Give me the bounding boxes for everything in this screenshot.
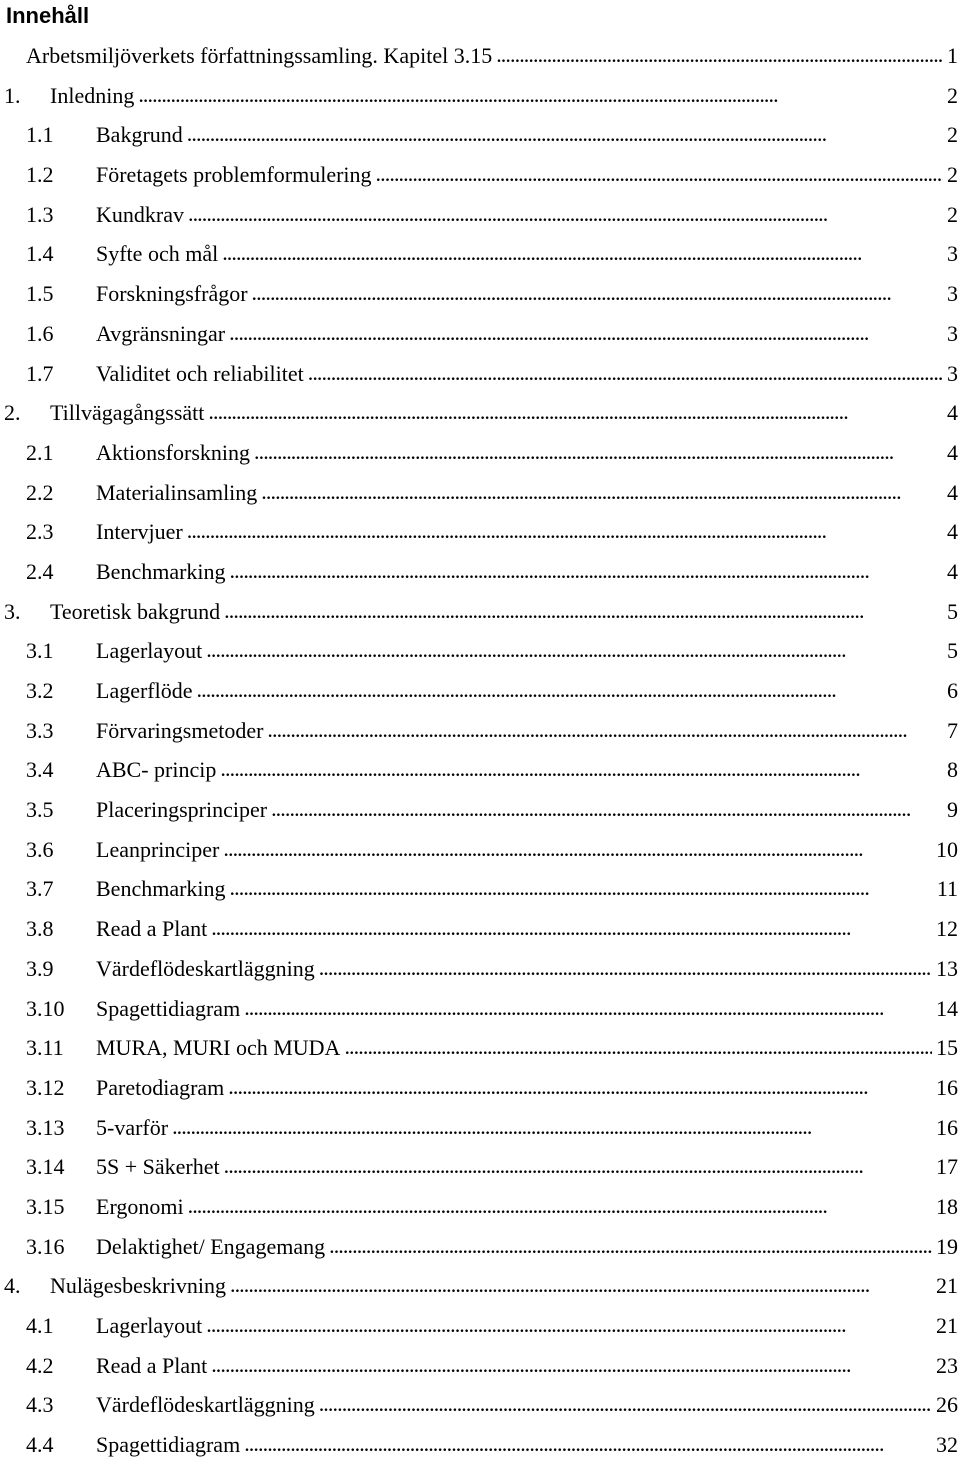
toc-entry-number: 3.8 bbox=[26, 916, 54, 942]
toc-entry[interactable] bbox=[0, 36, 960, 76]
toc-entry-number: 3.14 bbox=[26, 1154, 65, 1180]
toc-entry-title: Benchmarking bbox=[96, 876, 226, 902]
toc-entry[interactable] bbox=[0, 473, 960, 513]
toc-entry-title: Nulägesbeskrivning bbox=[50, 1273, 226, 1299]
toc-entry-number: 3.6 bbox=[26, 836, 54, 862]
toc-entry-number: 1.2 bbox=[26, 162, 54, 188]
toc-entry-title: Arbetsmiljöverkets författningssamling. Kapitel 3.15 bbox=[26, 43, 493, 68]
toc-entry-number: 2.3 bbox=[26, 519, 54, 545]
toc-dot-leader bbox=[230, 551, 943, 591]
toc-dot-leader bbox=[188, 1186, 932, 1226]
toc-entry[interactable] bbox=[0, 869, 960, 909]
toc-entry-page-number: 9 bbox=[947, 797, 958, 823]
toc-entry-title: ABC- princip bbox=[96, 757, 217, 783]
toc-dot-leader bbox=[208, 392, 943, 432]
toc-dot-leader bbox=[138, 75, 943, 115]
toc-entry-page-number: 2 bbox=[947, 162, 958, 188]
toc-dot-leader bbox=[220, 749, 943, 789]
toc-entry-page-number: 2 bbox=[947, 122, 958, 148]
toc-entry-title: Materialinsamling bbox=[96, 479, 258, 505]
toc-entry[interactable] bbox=[0, 274, 960, 314]
toc-entry-title: Validitet och reliabilitet bbox=[96, 360, 304, 386]
toc-entry-number: 3.13 bbox=[26, 1114, 65, 1140]
toc-entry-page-number: 4 bbox=[947, 400, 958, 426]
toc-entry-title: Ergonomi bbox=[96, 1193, 184, 1219]
toc-entry-title: Read a Plant bbox=[96, 1352, 208, 1378]
toc-entry[interactable] bbox=[0, 433, 960, 473]
toc-entry-page-number: 4 bbox=[947, 479, 958, 505]
toc-entry-page-number: 2 bbox=[947, 201, 958, 227]
toc-entry[interactable] bbox=[0, 830, 960, 870]
toc-entry-title: MURA, MURI och MUDA bbox=[96, 1035, 341, 1061]
toc-dot-leader bbox=[211, 908, 932, 948]
toc-entry[interactable] bbox=[0, 552, 960, 592]
toc-dot-leader bbox=[187, 114, 943, 154]
toc-entry-page-number: 11 bbox=[936, 876, 958, 902]
toc-dot-leader bbox=[329, 1226, 932, 1266]
toc-entry-page-number: 23 bbox=[936, 1352, 958, 1378]
toc-entry[interactable] bbox=[0, 909, 960, 949]
toc-entry-page-number: 17 bbox=[936, 1154, 958, 1180]
toc-entry-title: Leanprinciper bbox=[96, 836, 220, 862]
toc-entry-title: Spagettidiagram bbox=[96, 995, 241, 1021]
toc-entry-number: 3.11 bbox=[26, 1035, 64, 1061]
toc-dot-leader bbox=[252, 273, 943, 313]
toc-entry-number: 3.5 bbox=[26, 797, 54, 823]
toc-entry-page-number: 2 bbox=[947, 82, 958, 108]
toc-entry[interactable] bbox=[0, 354, 960, 394]
toc-entry-number: 3.15 bbox=[26, 1193, 65, 1219]
toc-entry-page-number: 5 bbox=[947, 638, 958, 664]
toc-entry-title: Kundkrav bbox=[96, 201, 184, 227]
table-of-contents bbox=[0, 36, 960, 1465]
toc-entry-page-number: 15 bbox=[936, 1035, 958, 1061]
toc-entry-title: 5-varför bbox=[96, 1114, 169, 1140]
toc-entry-title: Intervjuer bbox=[96, 519, 183, 545]
toc-dot-leader bbox=[230, 868, 933, 908]
toc-entry-page-number: 10 bbox=[936, 836, 958, 862]
toc-entry-number: 1.1 bbox=[26, 122, 54, 148]
toc-entry-page-number: 3 bbox=[947, 320, 958, 346]
toc-dot-leader bbox=[187, 511, 943, 551]
toc-dot-leader bbox=[188, 194, 943, 234]
toc-entry-page-number: 16 bbox=[936, 1114, 958, 1140]
toc-entry[interactable] bbox=[0, 314, 960, 354]
toc-dot-leader bbox=[206, 1305, 932, 1345]
toc-dot-leader bbox=[267, 710, 943, 750]
toc-dot-leader bbox=[172, 1107, 932, 1147]
toc-entry-page-number: 12 bbox=[936, 916, 958, 942]
toc-entry-number: 4.3 bbox=[26, 1392, 54, 1418]
toc-entry-number: 3.9 bbox=[26, 955, 54, 981]
toc-entry[interactable] bbox=[0, 1068, 960, 1108]
toc-entry[interactable] bbox=[0, 76, 960, 116]
toc-entry[interactable] bbox=[0, 1187, 960, 1227]
toc-entry[interactable] bbox=[0, 750, 960, 790]
toc-dot-leader bbox=[229, 313, 943, 353]
toc-entry[interactable] bbox=[0, 1028, 960, 1068]
toc-entry-number: 4.4 bbox=[26, 1432, 54, 1458]
toc-entry-number: 3.16 bbox=[26, 1233, 65, 1259]
toc-entry-title: Aktionsforskning bbox=[96, 439, 250, 465]
toc-entry[interactable] bbox=[0, 234, 960, 274]
toc-entry[interactable] bbox=[0, 115, 960, 155]
toc-entry[interactable] bbox=[0, 195, 960, 235]
toc-entry[interactable] bbox=[0, 1306, 960, 1346]
toc-entry[interactable] bbox=[0, 1385, 960, 1425]
toc-dot-leader bbox=[496, 35, 943, 75]
toc-entry[interactable] bbox=[0, 1425, 960, 1465]
toc-entry-number: 4.2 bbox=[26, 1352, 54, 1378]
toc-entry-page-number: 3 bbox=[947, 241, 958, 267]
toc-dot-leader bbox=[261, 472, 943, 512]
toc-entry-number: 2.2 bbox=[26, 479, 54, 505]
toc-entry-title: Företagets problemformulering bbox=[96, 162, 372, 188]
toc-entry[interactable] bbox=[0, 989, 960, 1029]
toc-entry-page-number: 6 bbox=[947, 678, 958, 703]
toc-entry-number: 1. bbox=[4, 82, 21, 108]
toc-dot-leader bbox=[244, 988, 932, 1028]
toc-dot-leader bbox=[222, 233, 943, 273]
toc-entry-page-number: 14 bbox=[936, 995, 958, 1021]
toc-entry-title: Paretodiagram bbox=[96, 1074, 225, 1100]
toc-entry-title: Benchmarking bbox=[96, 558, 226, 584]
toc-entry-title: Värdeflödeskartläggning bbox=[96, 1392, 315, 1418]
toc-entry-number: 1.7 bbox=[26, 360, 54, 386]
toc-dot-leader bbox=[308, 353, 943, 393]
toc-entry-title: Placeringsprinciper bbox=[96, 797, 268, 823]
toc-dot-leader bbox=[319, 948, 932, 988]
toc-entry-number: 1.3 bbox=[26, 201, 54, 227]
toc-entry[interactable] bbox=[0, 711, 960, 751]
toc-entry[interactable] bbox=[0, 393, 960, 433]
toc-entry[interactable] bbox=[0, 512, 960, 552]
toc-entry[interactable] bbox=[0, 592, 960, 632]
toc-entry-number: 3.10 bbox=[26, 995, 65, 1021]
toc-entry-title: Avgränsningar bbox=[96, 320, 226, 346]
toc-entry-title: 5S + Säkerhet bbox=[96, 1154, 220, 1180]
toc-entry[interactable] bbox=[0, 155, 960, 195]
toc-entry-page-number: 4 bbox=[947, 519, 958, 545]
toc-entry-page-number: 32 bbox=[936, 1432, 958, 1458]
toc-dot-leader bbox=[344, 1027, 932, 1067]
toc-entry[interactable] bbox=[0, 1266, 960, 1306]
toc-entry-number: 4. bbox=[4, 1273, 21, 1299]
toc-entry-title: Spagettidiagram bbox=[96, 1432, 241, 1458]
toc-entry-number: 2. bbox=[4, 400, 21, 426]
toc-entry-page-number: 13 bbox=[936, 955, 958, 981]
toc-entry[interactable] bbox=[0, 1227, 960, 1267]
toc-entry[interactable] bbox=[0, 671, 960, 711]
toc-entry-title: Read a Plant bbox=[96, 916, 208, 942]
toc-dot-leader bbox=[319, 1384, 932, 1424]
toc-entry-number: 1.6 bbox=[26, 320, 54, 346]
toc-entry-number: 3.7 bbox=[26, 876, 54, 902]
toc-entry-title: Inledning bbox=[50, 82, 135, 108]
toc-entry-page-number: 19 bbox=[936, 1233, 958, 1259]
toc-dot-leader bbox=[206, 630, 943, 670]
toc-entry-title: Lagerflöde bbox=[96, 678, 193, 703]
toc-entry[interactable] bbox=[0, 1108, 960, 1148]
toc-entry-title: Tillvägagångssätt bbox=[50, 400, 205, 426]
toc-entry[interactable] bbox=[0, 1346, 960, 1386]
toc-entry-number: 4.1 bbox=[26, 1313, 54, 1338]
toc-dot-leader bbox=[223, 829, 932, 869]
toc-dot-leader bbox=[271, 789, 943, 829]
toc-entry-page-number: 16 bbox=[936, 1074, 958, 1100]
toc-entry-page-number: 18 bbox=[936, 1193, 958, 1219]
toc-dot-leader bbox=[224, 591, 943, 631]
toc-dot-leader bbox=[224, 1146, 932, 1186]
toc-dot-leader bbox=[254, 432, 943, 472]
toc-entry-number: 3.2 bbox=[26, 678, 54, 703]
toc-entry-title: Värdeflödeskartläggning bbox=[96, 955, 315, 981]
toc-dot-leader bbox=[230, 1265, 932, 1305]
toc-entry-page-number: 1 bbox=[947, 43, 958, 68]
toc-entry-page-number: 21 bbox=[936, 1313, 958, 1338]
toc-entry-title: Delaktighet/ Engagemang bbox=[96, 1233, 326, 1259]
toc-entry-page-number: 21 bbox=[936, 1273, 958, 1299]
toc-entry-number: 3.12 bbox=[26, 1074, 65, 1100]
toc-entry-page-number: 4 bbox=[947, 439, 958, 465]
toc-entry-number: 3. bbox=[4, 598, 21, 624]
toc-dot-leader bbox=[376, 154, 943, 194]
toc-entry-page-number: 3 bbox=[947, 360, 958, 386]
toc-entry-number: 2.1 bbox=[26, 439, 54, 465]
toc-entry[interactable] bbox=[0, 1147, 960, 1187]
toc-entry-title: Syfte och mål bbox=[96, 241, 219, 267]
toc-entry-number: 2.4 bbox=[26, 558, 54, 584]
toc-entry[interactable] bbox=[0, 949, 960, 989]
toc-dot-leader bbox=[211, 1345, 932, 1385]
toc-entry-title: Lagerlayout bbox=[96, 1313, 203, 1338]
toc-entry-title: Lagerlayout bbox=[96, 638, 203, 664]
toc-entry-title: Forskningsfrågor bbox=[96, 281, 248, 307]
toc-entry-number: 3.4 bbox=[26, 757, 54, 783]
toc-entry-number: 3.1 bbox=[26, 638, 54, 664]
toc-entry-number: 3.3 bbox=[26, 717, 54, 743]
toc-entry-page-number: 7 bbox=[947, 717, 958, 743]
toc-entry-title: Teoretisk bakgrund bbox=[50, 598, 221, 624]
toc-entry-number: 1.4 bbox=[26, 241, 54, 267]
toc-entry-page-number: 26 bbox=[936, 1392, 958, 1418]
toc-dot-leader bbox=[197, 670, 944, 710]
page-title: Innehåll bbox=[6, 3, 90, 28]
toc-entry-page-number: 8 bbox=[947, 757, 958, 783]
toc-entry-title: Bakgrund bbox=[96, 122, 183, 148]
toc-entry-page-number: 4 bbox=[947, 558, 958, 584]
toc-dot-leader bbox=[228, 1067, 932, 1107]
toc-entry-number: 1.5 bbox=[26, 281, 54, 307]
toc-entry-title: Förvaringsmetoder bbox=[96, 717, 264, 743]
toc-entry[interactable] bbox=[0, 631, 960, 671]
toc-entry-page-number: 5 bbox=[947, 598, 958, 624]
toc-entry-page-number: 3 bbox=[947, 281, 958, 307]
toc-entry[interactable] bbox=[0, 790, 960, 830]
